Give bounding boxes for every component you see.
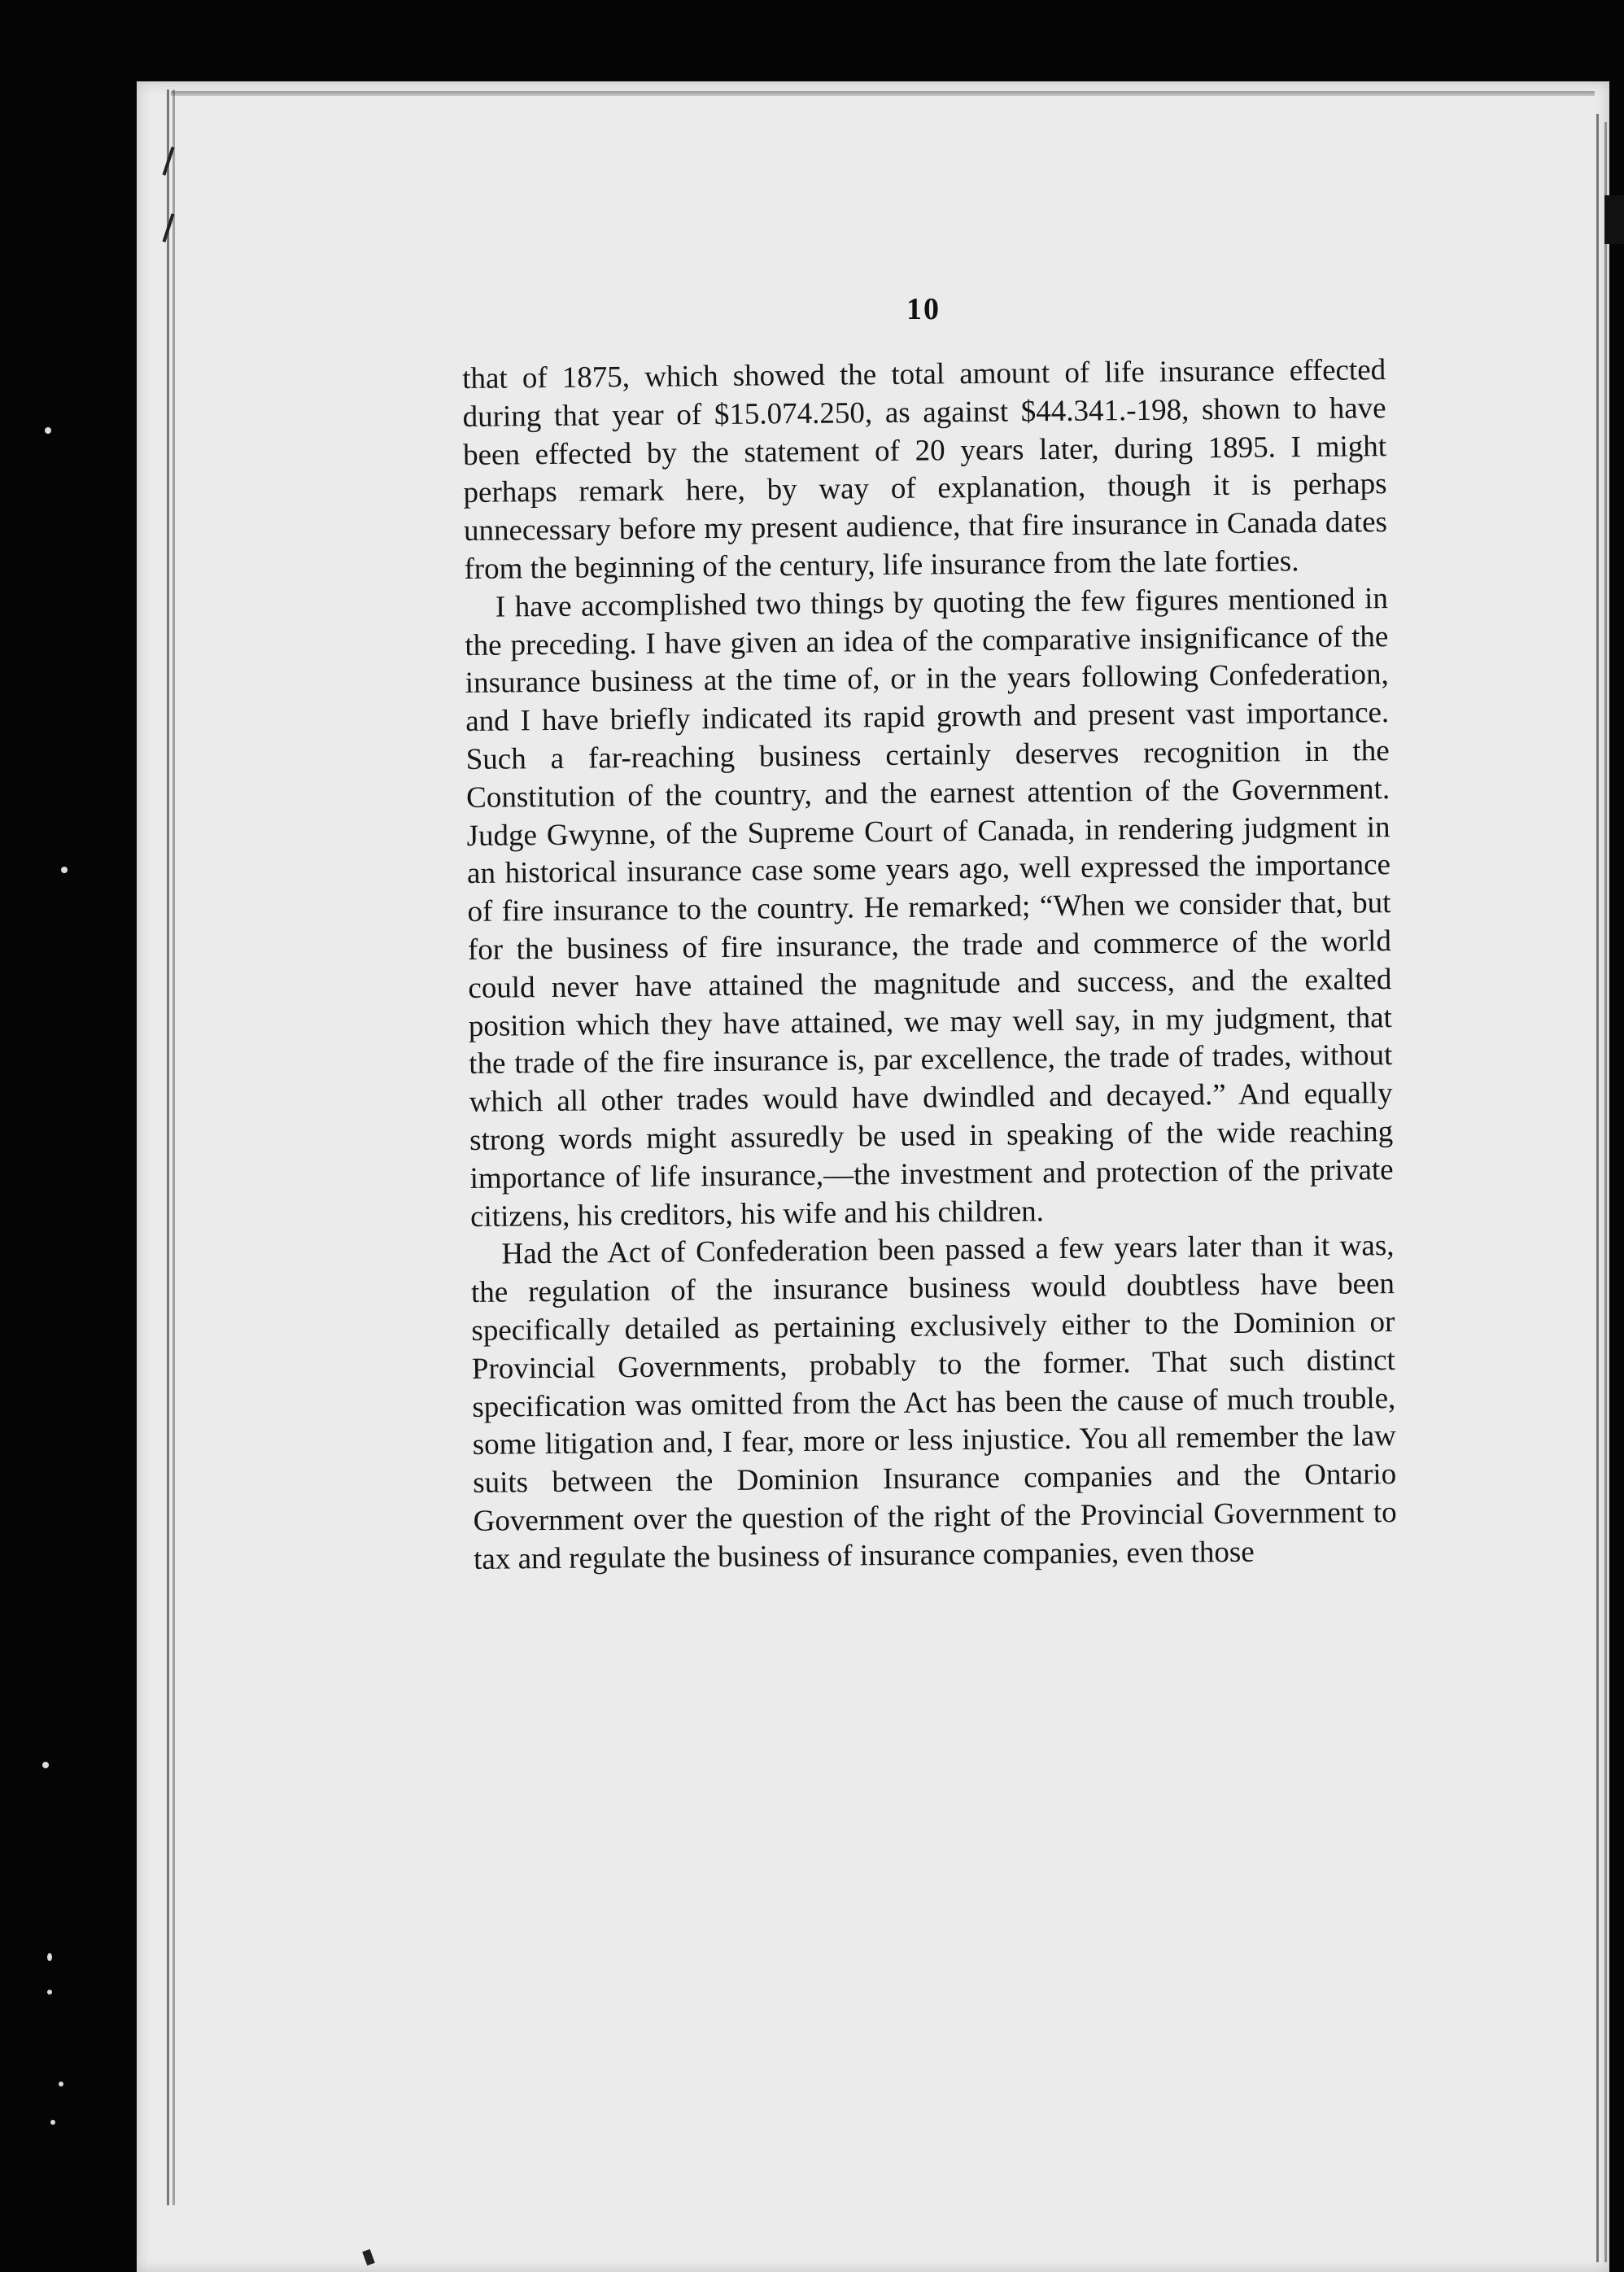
scan-speck	[42, 1762, 49, 1768]
paragraph: I have accomplished two things by quoting the few figures mentioned in the preceding. I have given an idea of the comparative insignificance of the insurance business at the time of, or in the years following Confederation, and I have briefly indicated its rapid growth and present vast importance. Such a far-reaching business certainly deserves recognition in the Constitution of the country, and the earnest attention of the Government. Judge Gwynne, of the Supreme Court of Canada, in rendering judgment in an historical insurance case some years ago, well expressed the importance of fire insurance to the country. He remarked; “When we consider that, but for the business of fire insurance, the trade and commerce of the world could never have attained the magnitude and success, and the exalted position which they have attained, we may well say, in my judgment, that the trade of the fire insurance is, par excellence, the trade of trades, without which all other trades would have dwindled and decayed.” And equally strong words might assuredly be used in speaking of the wide reaching importance of life insurance,—the investment and protection of the private citizens, his creditors, his wife and his children.	[465, 581, 1394, 1234]
scan-speck	[50, 2120, 55, 2125]
scan-speck	[45, 427, 51, 434]
page-left-edge	[167, 90, 169, 2205]
scan-speck	[47, 1990, 52, 1995]
scan-speck	[47, 1953, 52, 1961]
binding-clip	[1604, 195, 1624, 244]
scan-speck	[61, 867, 68, 873]
paragraph: that of 1875, which showed the total amount of life insurance effected during that year of $15.074.250, as against $44.341.-198, shown to have been effected by the statement of 20 years later, during 1895. I might perhaps remark here, by way of explanation, though it is perhaps unnecessary before my present audience, that fire insurance in Canada dates from the beginning of the century, life insurance from the late forties.	[462, 353, 1388, 586]
page-number: 10	[906, 292, 941, 326]
page-top-edge	[171, 91, 1595, 96]
page-right-edge	[1596, 114, 1599, 2262]
page-left-edge-shadow	[172, 90, 175, 2205]
body-text	[462, 352, 1397, 1579]
paragraph: Had the Act of Confederation been passed a few years later than it was, the regulation of the insurance business would doubtless have been specifically detailed as pertaining exclusively either to the Dominion or Provincial Governments, probably to the former. That such distinct specification was omitted from the Act has been the cause of much trouble, some litigation and, I fear, more or less injustice. You all remember the law suits between the Dominion Insurance companies and the Ontario Government over the question of the right of the Provincial Government to tax and regulate the business of insurance companies, even those	[470, 1229, 1397, 1576]
scan-speck	[59, 2082, 63, 2086]
page-right-edge-shadow	[1604, 122, 1607, 2262]
